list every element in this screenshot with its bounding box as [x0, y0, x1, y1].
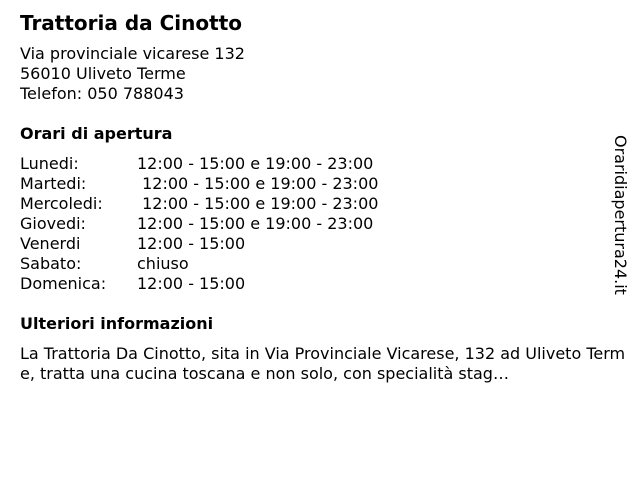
day-times: 12:00 - 15:00 e 19:00 - 23:00	[137, 174, 379, 193]
info-heading: Ulteriori informazioni	[20, 314, 214, 333]
day-times: 12:00 - 15:00	[137, 274, 246, 293]
address-block	[20, 44, 245, 104]
hours-row-thursday	[20, 214, 378, 234]
day-label: Martedi:	[20, 174, 87, 193]
day-times: 12:00 - 15:00 e 19:00 - 23:00	[137, 214, 374, 233]
day-label: Sabato:	[20, 254, 82, 273]
site-brand: Oraridiapertura24.it	[611, 135, 630, 295]
hours-heading: Orari di apertura	[20, 124, 173, 143]
hours-row-wednesday	[20, 194, 378, 214]
hours-row-sunday	[20, 274, 378, 294]
day-label: Mercoledi:	[20, 194, 103, 213]
day-times: 12:00 - 15:00	[137, 234, 246, 253]
opening-hours-table	[20, 154, 378, 294]
day-times: 12:00 - 15:00 e 19:00 - 23:00	[137, 154, 374, 173]
info-description: La Trattoria Da Cinotto, sita in Via Provinciale Vicarese, 132 ad Uliveto Terme, tratta una cucina toscana e non solo, con specialità stag…	[20, 344, 626, 383]
address-street: Via provinciale vicarese 132	[20, 44, 245, 63]
day-label: Giovedi:	[20, 214, 86, 233]
hours-row-friday	[20, 234, 378, 254]
hours-row-tuesday	[20, 174, 378, 194]
day-label: Venerdi	[20, 234, 81, 253]
day-times: 12:00 - 15:00 e 19:00 - 23:00	[137, 194, 379, 213]
hours-row-saturday	[20, 254, 378, 274]
day-label: Domenica:	[20, 274, 107, 293]
restaurant-name: Trattoria da Cinotto	[20, 11, 242, 35]
phone-number: Telefon: 050 788043	[20, 84, 184, 103]
address-city: 56010 Uliveto Terme	[20, 64, 186, 83]
day-label: Lunedi:	[20, 154, 79, 173]
hours-row-monday	[20, 154, 378, 174]
day-times: chiuso	[137, 254, 189, 273]
